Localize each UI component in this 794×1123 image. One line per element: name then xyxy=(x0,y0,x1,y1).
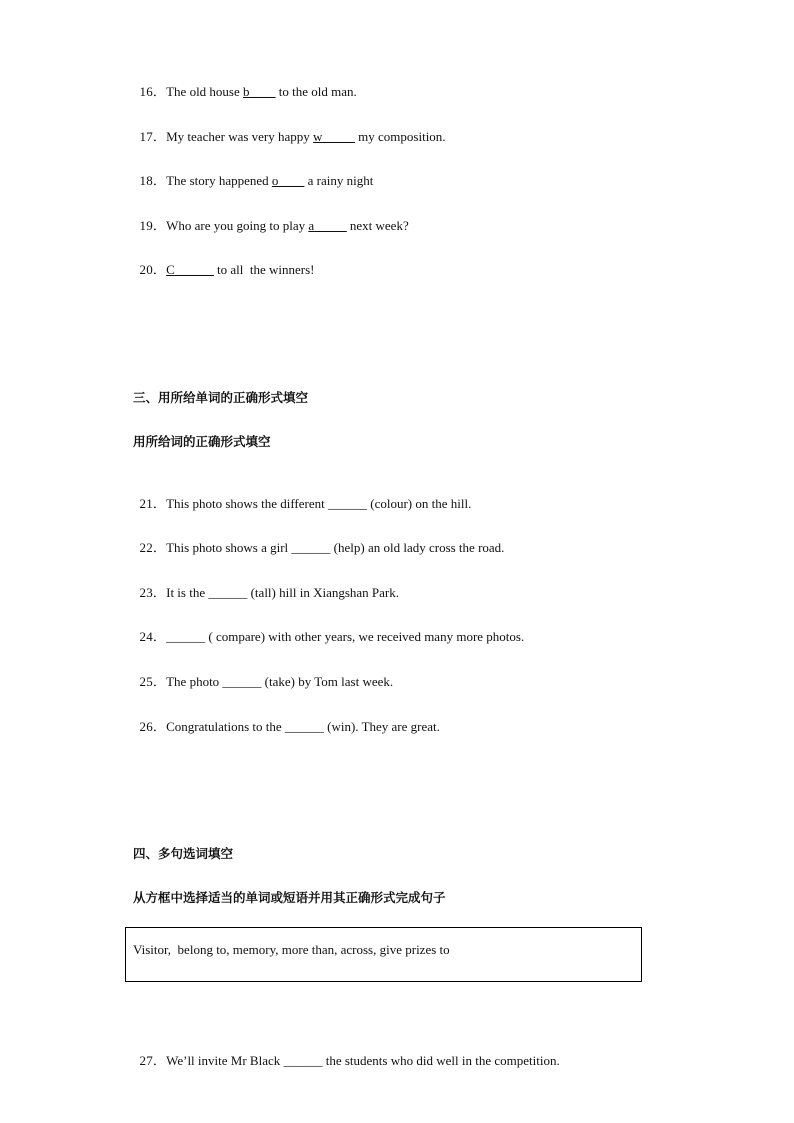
question-26 xyxy=(133,703,440,735)
answer-blank: ____ xyxy=(278,173,305,188)
answer-blank: ______ xyxy=(174,262,214,277)
hint-letter: w xyxy=(313,129,323,144)
question-number: 21． xyxy=(139,496,167,511)
question-17 xyxy=(133,113,446,145)
answer-blank: ____ xyxy=(249,84,276,99)
question-text-post: to all the winners! xyxy=(213,262,315,277)
question-text: Congratulations to the ______ (win). They are great. xyxy=(166,719,440,734)
question-text-post: my composition. xyxy=(354,129,446,144)
word-bank-box xyxy=(125,927,642,982)
question-number: 20． xyxy=(139,262,167,277)
question-text-pre: Who are you going to play xyxy=(166,218,309,233)
question-text-pre: The old house xyxy=(166,84,244,99)
hint-letter-blank xyxy=(243,84,276,99)
question-number: 24． xyxy=(139,629,167,644)
question-23 xyxy=(133,569,399,601)
question-18 xyxy=(133,157,373,189)
question-text: ______ ( compare) with other years, we received many more photos. xyxy=(166,629,525,644)
answer-blank: _____ xyxy=(314,218,347,233)
question-27 xyxy=(133,1037,560,1069)
hint-letter-blank xyxy=(313,129,355,144)
hint-letter-blank xyxy=(166,262,214,277)
question-number: 27． xyxy=(139,1053,167,1068)
word-bank-text: Visitor, belong to, memory, more than, across, give prizes to xyxy=(133,942,450,957)
question-number: 26． xyxy=(139,719,167,734)
question-number: 17． xyxy=(139,129,167,144)
question-text-pre: The story happened xyxy=(166,173,272,188)
question-number: 22． xyxy=(139,540,167,555)
question-text: This photo shows the different ______ (colour) on the hill. xyxy=(166,496,472,511)
section-3-title: 三、用所给单词的正确形式填空 xyxy=(133,390,309,405)
answer-blank: _____ xyxy=(322,129,355,144)
question-16 xyxy=(133,68,357,100)
question-text: This photo shows a girl ______ (help) an old lady cross the road. xyxy=(166,540,505,555)
question-number: 18． xyxy=(139,173,167,188)
hint-letter: o xyxy=(271,173,279,188)
question-number: 19． xyxy=(139,218,167,233)
question-text-post: to the old man. xyxy=(275,84,357,99)
section-3-instruction: 用所给词的正确形式填空 xyxy=(133,434,271,449)
question-number: 16． xyxy=(139,84,167,99)
question-25 xyxy=(133,658,393,690)
question-22 xyxy=(133,524,504,556)
question-text: We’ll invite Mr Black ______ the students who did well in the competition. xyxy=(166,1053,560,1068)
hint-letter-blank xyxy=(272,173,305,188)
question-text: The photo ______ (take) by Tom last week. xyxy=(166,674,394,689)
question-text-post: next week? xyxy=(346,218,409,233)
question-21 xyxy=(133,480,471,512)
question-text: It is the ______ (tall) hill in Xiangshan Park. xyxy=(166,585,399,600)
question-19 xyxy=(133,202,409,234)
hint-letter: a xyxy=(308,218,315,233)
hint-letter-blank xyxy=(308,218,346,233)
question-text-pre: My teacher was very happy xyxy=(166,129,314,144)
hint-letter: C xyxy=(166,262,175,277)
question-20 xyxy=(133,246,315,278)
question-number: 25． xyxy=(139,674,167,689)
question-number: 23． xyxy=(139,585,167,600)
question-24 xyxy=(133,613,524,645)
hint-letter: b xyxy=(243,84,250,99)
question-text-post: a rainy night xyxy=(304,173,374,188)
section-4-instruction: 从方框中选择适当的单词或短语并用其正确形式完成句子 xyxy=(133,890,446,905)
section-4-title: 四、多句选词填空 xyxy=(133,846,234,861)
